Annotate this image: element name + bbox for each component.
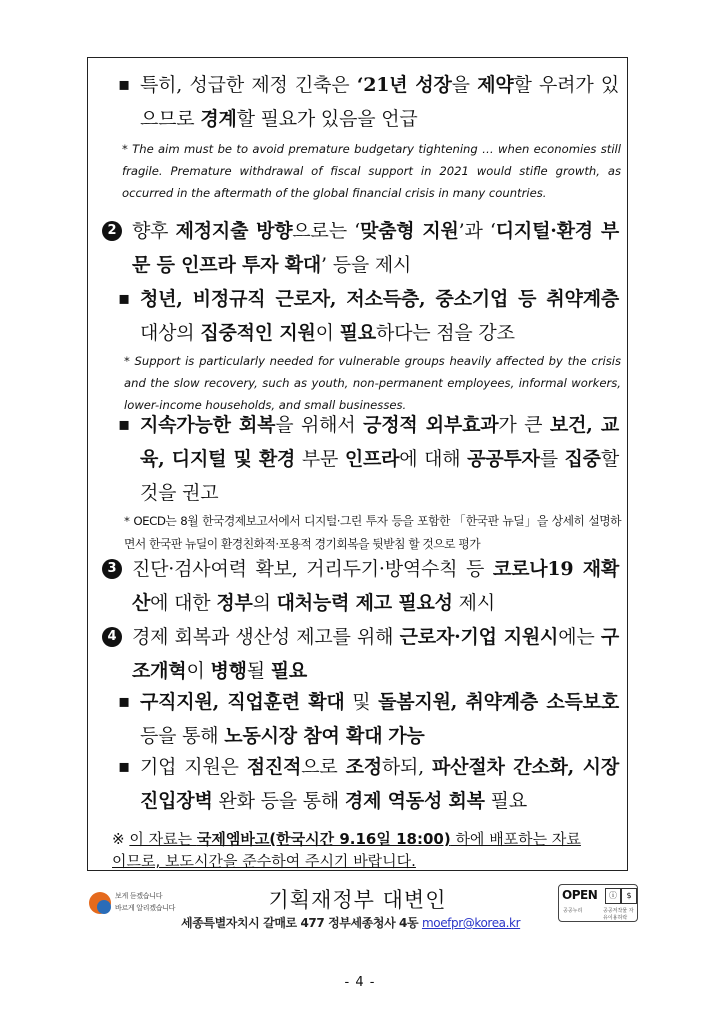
sec3-heading: 진단·검사여력 확보, 거리두기·방역수칙 등 코로나19 재확산에 대한 정부의 대처능력 제고 필요성 제시 — [132, 558, 620, 614]
kogl-open-badge — [558, 884, 638, 922]
email-link[interactable]: moefpr@korea.kr — [421, 916, 521, 930]
bullet: ▪ — [118, 74, 131, 95]
content-box — [87, 57, 628, 871]
sec4-sub1-text: 구직지원, 직업훈련 확대 및 돌봄지원, 취약계층 소득보호 등을 통해 노동시장 참여 확대 가능 — [140, 691, 619, 747]
number-badge-2: 2 — [102, 221, 122, 241]
open-caption-1: 공공누리 — [563, 908, 583, 914]
number-badge-3: 3 — [102, 559, 122, 579]
logo-line1: 보게 듣겠습니다 — [115, 892, 163, 900]
org-name: 기획재정부 대변인 — [268, 888, 447, 912]
open-caption-2: 공공저작물 자유이용허락 — [603, 908, 634, 921]
sec2-sub2-text: 지속가능한 회복을 위해서 긍정적 외부효과가 큰 보건, 교육, 디지털 및 환경 부문 인프라에 대해 공공투자를 집중할 것을 권고 — [140, 414, 619, 504]
bullet: ▪ — [118, 756, 131, 777]
sec2-note1: * Support is particularly needed for vulnerable groups heavily affected by the crisis and the slow recovery, such as youth, non-permanent employees, informal workers, lower-income households, and small businesses. — [124, 354, 622, 412]
sec2-sub1-text: 청년, 비정규직 근로자, 저소득층, 중소기업 등 취약계층 대상의 집중적인 지원이 필요하다는 점을 강조 — [140, 288, 619, 344]
commercial-icon: $ — [621, 888, 637, 904]
logo-line2: 바르게 알리겠습니다 — [115, 904, 176, 912]
number-badge-4: 4 — [102, 627, 122, 647]
bullet: ▪ — [118, 288, 131, 309]
sec4-sub2-text: 기업 지원은 점진적으로 조정하되, 파산절차 간소화, 시장진입장벽 완화 등을 통해 경제 역동성 회복 필요 — [140, 756, 619, 812]
sec4-heading: 경제 회복과 생산성 제고를 위해 근로자·기업 지원시에는 구조개혁이 병행될 필요 — [132, 626, 620, 682]
page-number: - 4 - — [344, 975, 376, 990]
attribution-icon: ⓘ — [605, 888, 621, 904]
bullet: ▪ — [118, 414, 131, 435]
address: 세종특별자치시 갈매로 477 정부세종청사 4동 moefpr@korea.kr — [181, 916, 521, 930]
sec2-heading: 향후 제정지출 방향으로는 ‘맞춤형 지원’과 ‘디지털·환경 부문 등 인프라 투자 확대’ 등을 제시 — [132, 220, 619, 276]
sec1-text: 특히, 성급한 제정 긴축은 ‘21년 성장을 제약할 우려가 있으므로 경계할 필요가 있음을 언급 — [140, 74, 619, 130]
embargo-remark: ※ 이 자료는 국제엠바고(한국시간 9.16일 18:00) 하에 배포하는 자료이므로, 보도시간을 준수하여 주시기 바랍니다. — [112, 830, 581, 870]
bullet: ▪ — [118, 691, 131, 712]
sec2-note2: * OECD는 8월 한국경제보고서에서 디지털·그린 투자 등을 포함한 「한국판 뉴딜」을 상세히 설명하면서 한국판 뉴딜이 환경친화적·포용적 경기회복을 뒷받침 할 것으로 평가 — [124, 514, 622, 551]
sec1-note: * The aim must be to avoid premature budgetary tightening … when economies still fragile. Premature withdrawal of fiscal support in 2021 would stifle growth, as occurred in the aftermath of the global financial crisis in many countries. — [122, 142, 621, 200]
open-label: OPEN — [562, 888, 598, 902]
footer — [87, 878, 634, 930]
